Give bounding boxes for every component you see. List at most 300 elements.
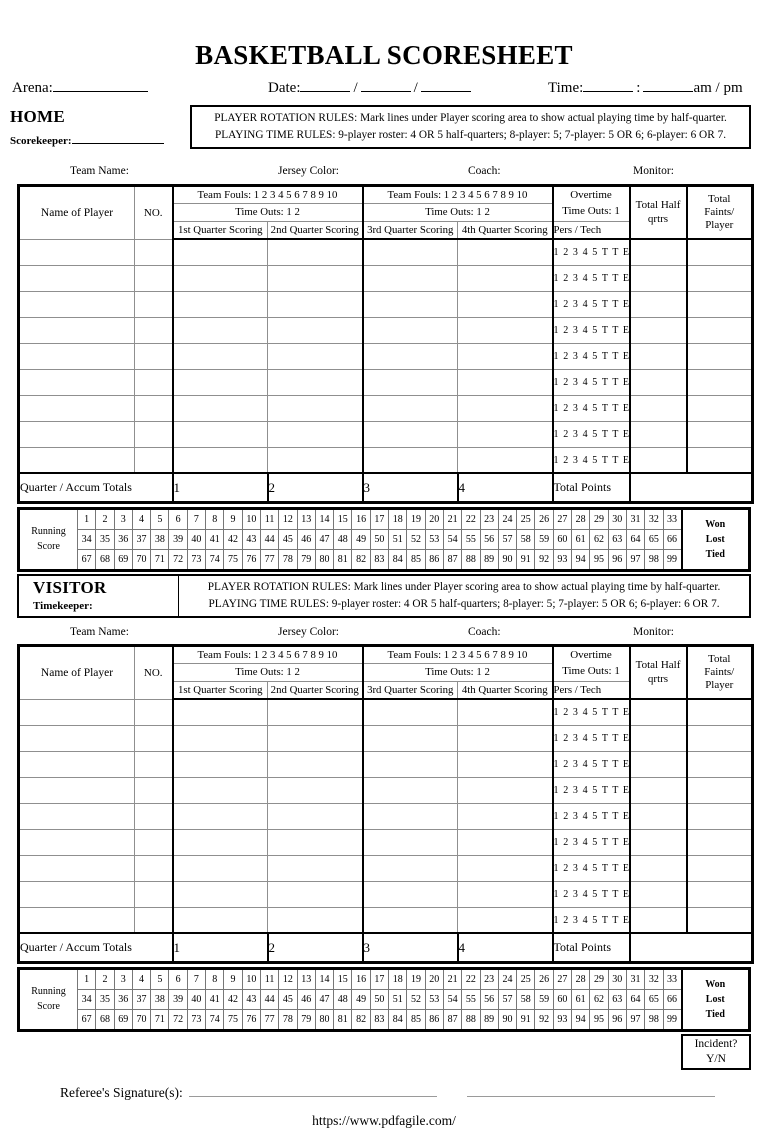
- q1-scoring-cell[interactable]: [173, 751, 268, 777]
- running-score-cell[interactable]: 23: [480, 508, 498, 529]
- q3-scoring-cell[interactable]: [363, 751, 458, 777]
- incident-yn-label[interactable]: Y/N: [706, 1052, 726, 1065]
- running-score-cell[interactable]: 32: [645, 508, 663, 529]
- total-faints-cell[interactable]: [687, 239, 753, 265]
- running-score-cell[interactable]: 74: [206, 549, 224, 570]
- player-no-cell[interactable]: [135, 725, 173, 751]
- q4-scoring-cell[interactable]: [458, 447, 553, 473]
- lost-label[interactable]: Lost: [705, 533, 725, 545]
- team-name-label[interactable]: Team Name:: [70, 164, 129, 177]
- q2-scoring-cell[interactable]: [268, 239, 363, 265]
- player-name-cell[interactable]: [19, 265, 135, 291]
- running-score-cell[interactable]: 64: [626, 989, 644, 1009]
- running-score-cell[interactable]: 14: [315, 508, 333, 529]
- running-score-cell[interactable]: 6: [169, 508, 187, 529]
- total-faints-cell[interactable]: [687, 907, 753, 933]
- total-half-cell[interactable]: [630, 803, 687, 829]
- q2-scoring-cell[interactable]: [268, 395, 363, 421]
- q1-scoring-cell[interactable]: [173, 855, 268, 881]
- running-score-cell[interactable]: 97: [626, 549, 644, 570]
- running-score-cell[interactable]: 53: [425, 989, 443, 1009]
- timeouts-header-1h[interactable]: Time Outs: 1 2: [173, 203, 363, 221]
- running-score-cell[interactable]: 41: [206, 989, 224, 1009]
- running-score-cell[interactable]: 94: [572, 1009, 590, 1030]
- monitor-label[interactable]: Monitor:: [633, 625, 674, 638]
- running-score-cell[interactable]: 26: [535, 508, 553, 529]
- q3-scoring-cell[interactable]: [363, 421, 458, 447]
- running-score-cell[interactable]: 51: [389, 989, 407, 1009]
- q4-scoring-cell[interactable]: [458, 369, 553, 395]
- tied-label[interactable]: Tied: [705, 548, 725, 560]
- pers-tech-cell[interactable]: 1 2 3 4 5 T T E: [553, 291, 630, 317]
- running-score-cell[interactable]: 8: [206, 968, 224, 989]
- running-score-cell[interactable]: 55: [462, 989, 480, 1009]
- running-score-cell[interactable]: 45: [279, 989, 297, 1009]
- q4-scoring-cell[interactable]: [458, 777, 553, 803]
- running-score-cell[interactable]: 19: [407, 508, 425, 529]
- running-score-cell[interactable]: 48: [334, 529, 352, 549]
- running-score-cell[interactable]: 29: [590, 968, 608, 989]
- total-half-cell[interactable]: [630, 725, 687, 751]
- total-half-cell[interactable]: [630, 699, 687, 725]
- running-score-cell[interactable]: 37: [132, 989, 150, 1009]
- q4-scoring-cell[interactable]: [458, 881, 553, 907]
- pers-tech-cell[interactable]: 1 2 3 4 5 T T E: [553, 239, 630, 265]
- running-score-cell[interactable]: 18: [389, 508, 407, 529]
- running-score-cell[interactable]: 78: [279, 549, 297, 570]
- total-faints-cell[interactable]: [687, 777, 753, 803]
- q1-scoring-cell[interactable]: [173, 725, 268, 751]
- running-score-cell[interactable]: 27: [553, 508, 571, 529]
- referee-signature-blank-1[interactable]: [189, 1082, 437, 1097]
- q1-scoring-cell[interactable]: [173, 239, 268, 265]
- q1-scoring-cell[interactable]: [173, 829, 268, 855]
- running-score-cell[interactable]: 82: [352, 549, 370, 570]
- coach-label[interactable]: Coach:: [468, 625, 501, 638]
- q1-scoring-cell[interactable]: [173, 777, 268, 803]
- running-score-cell[interactable]: 77: [260, 1009, 278, 1030]
- running-score-cell[interactable]: 90: [498, 549, 516, 570]
- player-no-cell[interactable]: [135, 751, 173, 777]
- total-half-cell[interactable]: [630, 777, 687, 803]
- referee-signature-blank-2[interactable]: [467, 1082, 715, 1097]
- timeouts-header-2h[interactable]: Time Outs: 1 2: [363, 203, 553, 221]
- player-no-cell[interactable]: [135, 317, 173, 343]
- pers-tech-cell[interactable]: 1 2 3 4 5 T T E: [553, 777, 630, 803]
- q1-scoring-cell[interactable]: [173, 907, 268, 933]
- running-score-cell[interactable]: 60: [553, 989, 571, 1009]
- q4-scoring-cell[interactable]: [458, 395, 553, 421]
- running-score-cell[interactable]: 34: [78, 989, 96, 1009]
- running-score-cell[interactable]: 69: [114, 549, 132, 570]
- running-score-cell[interactable]: 83: [370, 549, 388, 570]
- q2-scoring-cell[interactable]: [268, 699, 363, 725]
- q2-total-cell[interactable]: 2: [268, 473, 363, 502]
- q3-scoring-cell[interactable]: [363, 725, 458, 751]
- coach-label[interactable]: Coach:: [468, 164, 501, 177]
- running-score-cell[interactable]: 84: [389, 1009, 407, 1030]
- running-score-cell[interactable]: 43: [242, 529, 260, 549]
- q3-total-cell[interactable]: 3: [363, 473, 458, 502]
- pers-tech-cell[interactable]: 1 2 3 4 5 T T E: [553, 343, 630, 369]
- running-score-cell[interactable]: 91: [517, 1009, 535, 1030]
- jersey-color-label[interactable]: Jersey Color:: [278, 625, 340, 638]
- running-score-cell[interactable]: 72: [169, 549, 187, 570]
- won-label[interactable]: Won: [705, 518, 726, 530]
- player-no-cell[interactable]: [135, 421, 173, 447]
- running-score-cell[interactable]: 73: [187, 549, 205, 570]
- q2-scoring-cell[interactable]: [268, 881, 363, 907]
- player-no-cell[interactable]: [135, 239, 173, 265]
- running-score-cell[interactable]: 87: [443, 549, 461, 570]
- running-score-cell[interactable]: 95: [590, 1009, 608, 1030]
- running-score-cell[interactable]: 23: [480, 968, 498, 989]
- time-blank-hour[interactable]: [583, 77, 633, 92]
- team-fouls-header-2h[interactable]: Team Fouls: 1 2 3 4 5 6 7 8 9 10: [363, 185, 553, 203]
- running-score-cell[interactable]: 80: [315, 549, 333, 570]
- running-score-cell[interactable]: 65: [645, 529, 663, 549]
- running-score-cell[interactable]: 42: [224, 529, 242, 549]
- q3-scoring-cell[interactable]: [363, 343, 458, 369]
- total-half-cell[interactable]: [630, 421, 687, 447]
- running-score-cell[interactable]: 70: [132, 1009, 150, 1030]
- running-score-cell[interactable]: 77: [260, 549, 278, 570]
- player-name-cell[interactable]: [19, 777, 135, 803]
- running-score-cell[interactable]: 80: [315, 1009, 333, 1030]
- total-half-cell[interactable]: [630, 855, 687, 881]
- total-faints-cell[interactable]: [687, 447, 753, 473]
- running-score-cell[interactable]: 15: [334, 968, 352, 989]
- running-score-cell[interactable]: 13: [297, 968, 315, 989]
- running-score-cell[interactable]: 55: [462, 529, 480, 549]
- q1-scoring-cell[interactable]: [173, 881, 268, 907]
- total-faints-cell[interactable]: [687, 265, 753, 291]
- running-score-cell[interactable]: 86: [425, 549, 443, 570]
- q1-scoring-cell[interactable]: [173, 421, 268, 447]
- arena-blank[interactable]: [53, 77, 148, 92]
- total-faints-cell[interactable]: [687, 829, 753, 855]
- q4-scoring-cell[interactable]: [458, 343, 553, 369]
- q2-scoring-cell[interactable]: [268, 265, 363, 291]
- player-name-cell[interactable]: [19, 725, 135, 751]
- player-name-cell[interactable]: [19, 907, 135, 933]
- running-score-cell[interactable]: 57: [498, 529, 516, 549]
- running-score-cell[interactable]: 31: [626, 508, 644, 529]
- running-score-cell[interactable]: 72: [169, 1009, 187, 1030]
- running-score-cell[interactable]: 53: [425, 529, 443, 549]
- q3-scoring-cell[interactable]: [363, 777, 458, 803]
- running-score-cell[interactable]: 21: [443, 968, 461, 989]
- player-name-cell[interactable]: [19, 343, 135, 369]
- player-name-cell[interactable]: [19, 855, 135, 881]
- q2-scoring-cell[interactable]: [268, 777, 363, 803]
- q3-scoring-cell[interactable]: [363, 265, 458, 291]
- q3-scoring-cell[interactable]: [363, 829, 458, 855]
- running-score-cell[interactable]: 24: [498, 508, 516, 529]
- running-score-cell[interactable]: 49: [352, 989, 370, 1009]
- total-half-cell[interactable]: [630, 829, 687, 855]
- running-score-cell[interactable]: 2: [96, 508, 114, 529]
- total-faints-cell[interactable]: [687, 343, 753, 369]
- q3-scoring-cell[interactable]: [363, 699, 458, 725]
- running-score-cell[interactable]: 82: [352, 1009, 370, 1030]
- pers-tech-cell[interactable]: 1 2 3 4 5 T T E: [553, 751, 630, 777]
- running-score-cell[interactable]: 44: [260, 989, 278, 1009]
- q2-scoring-cell[interactable]: [268, 907, 363, 933]
- q1-scoring-cell[interactable]: [173, 699, 268, 725]
- running-score-cell[interactable]: 33: [663, 968, 682, 989]
- player-name-cell[interactable]: [19, 699, 135, 725]
- running-score-cell[interactable]: 49: [352, 529, 370, 549]
- running-score-cell[interactable]: 92: [535, 549, 553, 570]
- running-score-cell[interactable]: 9: [224, 968, 242, 989]
- running-score-cell[interactable]: 5: [151, 968, 169, 989]
- running-score-cell[interactable]: 62: [590, 529, 608, 549]
- running-score-cell[interactable]: 36: [114, 989, 132, 1009]
- running-score-cell[interactable]: 3: [114, 968, 132, 989]
- running-score-cell[interactable]: 39: [169, 529, 187, 549]
- running-score-cell[interactable]: 10: [242, 508, 260, 529]
- running-score-cell[interactable]: 81: [334, 1009, 352, 1030]
- player-no-cell[interactable]: [135, 829, 173, 855]
- date-blank-3[interactable]: [421, 77, 471, 92]
- running-score-cell[interactable]: 89: [480, 1009, 498, 1030]
- total-half-cell[interactable]: [630, 907, 687, 933]
- q2-scoring-cell[interactable]: [268, 803, 363, 829]
- q2-scoring-cell[interactable]: [268, 855, 363, 881]
- player-no-cell[interactable]: [135, 343, 173, 369]
- running-score-cell[interactable]: 31: [626, 968, 644, 989]
- q4-scoring-cell[interactable]: [458, 829, 553, 855]
- running-score-cell[interactable]: 45: [279, 529, 297, 549]
- running-score-cell[interactable]: 79: [297, 549, 315, 570]
- player-no-cell[interactable]: [135, 699, 173, 725]
- pers-tech-cell[interactable]: 1 2 3 4 5 T T E: [553, 421, 630, 447]
- running-score-cell[interactable]: 85: [407, 549, 425, 570]
- running-score-cell[interactable]: 33: [663, 508, 682, 529]
- total-faints-cell[interactable]: [687, 291, 753, 317]
- q1-total-cell[interactable]: 1: [173, 473, 268, 502]
- running-score-cell[interactable]: 3: [114, 508, 132, 529]
- timeouts-header-2h[interactable]: Time Outs: 1 2: [363, 663, 553, 681]
- time-blank-minute[interactable]: [643, 77, 693, 92]
- q3-scoring-cell[interactable]: [363, 881, 458, 907]
- player-no-cell[interactable]: [135, 907, 173, 933]
- q2-scoring-cell[interactable]: [268, 725, 363, 751]
- running-score-cell[interactable]: 73: [187, 1009, 205, 1030]
- running-score-cell[interactable]: 91: [517, 549, 535, 570]
- running-score-cell[interactable]: 65: [645, 989, 663, 1009]
- running-score-cell[interactable]: 10: [242, 968, 260, 989]
- running-score-cell[interactable]: 50: [370, 529, 388, 549]
- running-score-cell[interactable]: 61: [572, 529, 590, 549]
- total-half-cell[interactable]: [630, 317, 687, 343]
- pers-tech-cell[interactable]: 1 2 3 4 5 T T E: [553, 369, 630, 395]
- q4-scoring-cell[interactable]: [458, 317, 553, 343]
- total-half-cell[interactable]: [630, 395, 687, 421]
- running-score-cell[interactable]: 25: [517, 508, 535, 529]
- running-score-cell[interactable]: 17: [370, 968, 388, 989]
- running-score-cell[interactable]: 61: [572, 989, 590, 1009]
- total-half-cell[interactable]: [630, 447, 687, 473]
- total-half-cell[interactable]: [630, 343, 687, 369]
- q1-scoring-cell[interactable]: [173, 803, 268, 829]
- q4-scoring-cell[interactable]: [458, 751, 553, 777]
- running-score-cell[interactable]: 44: [260, 529, 278, 549]
- pers-tech-cell[interactable]: 1 2 3 4 5 T T E: [553, 829, 630, 855]
- player-no-cell[interactable]: [135, 881, 173, 907]
- pers-tech-cell[interactable]: 1 2 3 4 5 T T E: [553, 803, 630, 829]
- running-score-cell[interactable]: 86: [425, 1009, 443, 1030]
- player-no-cell[interactable]: [135, 265, 173, 291]
- running-score-cell[interactable]: 16: [352, 508, 370, 529]
- running-score-cell[interactable]: 71: [151, 549, 169, 570]
- running-score-cell[interactable]: 21: [443, 508, 461, 529]
- player-name-cell[interactable]: [19, 239, 135, 265]
- running-score-cell[interactable]: 48: [334, 989, 352, 1009]
- running-score-cell[interactable]: 99: [663, 1009, 682, 1030]
- running-score-cell[interactable]: 38: [151, 529, 169, 549]
- running-score-cell[interactable]: 59: [535, 989, 553, 1009]
- total-faints-cell[interactable]: [687, 881, 753, 907]
- q1-scoring-cell[interactable]: [173, 395, 268, 421]
- running-score-cell[interactable]: 11: [260, 968, 278, 989]
- running-score-cell[interactable]: 32: [645, 968, 663, 989]
- total-faints-cell[interactable]: [687, 317, 753, 343]
- q1-scoring-cell[interactable]: [173, 369, 268, 395]
- player-name-cell[interactable]: [19, 317, 135, 343]
- player-no-cell[interactable]: [135, 369, 173, 395]
- running-score-cell[interactable]: 47: [315, 989, 333, 1009]
- running-score-cell[interactable]: 4: [132, 968, 150, 989]
- running-score-cell[interactable]: 46: [297, 989, 315, 1009]
- running-score-cell[interactable]: 63: [608, 989, 626, 1009]
- running-score-cell[interactable]: 6: [169, 968, 187, 989]
- running-score-cell[interactable]: 14: [315, 968, 333, 989]
- pers-tech-cell[interactable]: 1 2 3 4 5 T T E: [553, 907, 630, 933]
- running-score-cell[interactable]: 66: [663, 529, 682, 549]
- q2-scoring-cell[interactable]: [268, 291, 363, 317]
- running-score-cell[interactable]: 54: [443, 989, 461, 1009]
- running-score-cell[interactable]: 7: [187, 968, 205, 989]
- q2-scoring-cell[interactable]: [268, 447, 363, 473]
- player-no-cell[interactable]: [135, 777, 173, 803]
- running-score-cell[interactable]: 38: [151, 989, 169, 1009]
- running-score-cell[interactable]: 95: [590, 549, 608, 570]
- running-score-cell[interactable]: 71: [151, 1009, 169, 1030]
- q3-scoring-cell[interactable]: [363, 855, 458, 881]
- running-score-cell[interactable]: 64: [626, 529, 644, 549]
- date-blank-2[interactable]: [361, 77, 411, 92]
- timeouts-header-1h[interactable]: Time Outs: 1 2: [173, 663, 363, 681]
- q1-scoring-cell[interactable]: [173, 447, 268, 473]
- won-label[interactable]: Won: [705, 978, 726, 990]
- q4-total-cell[interactable]: 4: [458, 933, 553, 962]
- q4-scoring-cell[interactable]: [458, 855, 553, 881]
- running-score-cell[interactable]: 52: [407, 989, 425, 1009]
- pers-tech-cell[interactable]: 1 2 3 4 5 T T E: [553, 855, 630, 881]
- q2-scoring-cell[interactable]: [268, 317, 363, 343]
- running-score-cell[interactable]: 26: [535, 968, 553, 989]
- tied-label[interactable]: Tied: [705, 1008, 725, 1020]
- overtime-timeouts-label[interactable]: Time Outs: 1: [562, 204, 620, 217]
- running-score-cell[interactable]: 69: [114, 1009, 132, 1030]
- running-score-cell[interactable]: 93: [553, 549, 571, 570]
- running-score-cell[interactable]: 88: [462, 549, 480, 570]
- running-score-cell[interactable]: 96: [608, 1009, 626, 1030]
- running-score-cell[interactable]: 70: [132, 549, 150, 570]
- running-score-cell[interactable]: 40: [187, 529, 205, 549]
- total-points-value-cell[interactable]: [630, 933, 753, 962]
- player-no-cell[interactable]: [135, 447, 173, 473]
- running-score-cell[interactable]: 43: [242, 989, 260, 1009]
- q2-scoring-cell[interactable]: [268, 343, 363, 369]
- total-half-cell[interactable]: [630, 751, 687, 777]
- running-score-cell[interactable]: 17: [370, 508, 388, 529]
- running-score-cell[interactable]: 51: [389, 529, 407, 549]
- pers-tech-cell[interactable]: 1 2 3 4 5 T T E: [553, 881, 630, 907]
- q4-scoring-cell[interactable]: [458, 265, 553, 291]
- jersey-color-label[interactable]: Jersey Color:: [278, 164, 340, 177]
- running-score-cell[interactable]: 46: [297, 529, 315, 549]
- total-faints-cell[interactable]: [687, 725, 753, 751]
- running-score-cell[interactable]: 13: [297, 508, 315, 529]
- running-score-cell[interactable]: 75: [224, 1009, 242, 1030]
- total-half-cell[interactable]: [630, 291, 687, 317]
- running-score-cell[interactable]: 35: [96, 529, 114, 549]
- running-score-cell[interactable]: 63: [608, 529, 626, 549]
- q4-scoring-cell[interactable]: [458, 725, 553, 751]
- pers-tech-cell[interactable]: 1 2 3 4 5 T T E: [553, 447, 630, 473]
- running-score-cell[interactable]: 84: [389, 549, 407, 570]
- player-name-cell[interactable]: [19, 881, 135, 907]
- running-score-cell[interactable]: 2: [96, 968, 114, 989]
- q3-scoring-cell[interactable]: [363, 317, 458, 343]
- q3-scoring-cell[interactable]: [363, 239, 458, 265]
- running-score-cell[interactable]: 15: [334, 508, 352, 529]
- running-score-cell[interactable]: 85: [407, 1009, 425, 1030]
- player-name-cell[interactable]: [19, 291, 135, 317]
- q2-total-cell[interactable]: 2: [268, 933, 363, 962]
- running-score-cell[interactable]: 19: [407, 968, 425, 989]
- running-score-cell[interactable]: 90: [498, 1009, 516, 1030]
- running-score-cell[interactable]: 98: [645, 549, 663, 570]
- q4-scoring-cell[interactable]: [458, 803, 553, 829]
- team-fouls-header-1h[interactable]: Team Fouls: 1 2 3 4 5 6 7 8 9 10: [173, 645, 363, 663]
- player-no-cell[interactable]: [135, 291, 173, 317]
- running-score-cell[interactable]: 66: [663, 989, 682, 1009]
- overtime-timeouts-label[interactable]: Time Outs: 1: [562, 664, 620, 677]
- running-score-cell[interactable]: 41: [206, 529, 224, 549]
- team-fouls-header-2h[interactable]: Team Fouls: 1 2 3 4 5 6 7 8 9 10: [363, 645, 553, 663]
- running-score-cell[interactable]: 20: [425, 968, 443, 989]
- q1-scoring-cell[interactable]: [173, 343, 268, 369]
- running-score-cell[interactable]: 87: [443, 1009, 461, 1030]
- q1-total-cell[interactable]: 1: [173, 933, 268, 962]
- q2-scoring-cell[interactable]: [268, 751, 363, 777]
- player-name-cell[interactable]: [19, 803, 135, 829]
- running-score-cell[interactable]: 27: [553, 968, 571, 989]
- total-half-cell[interactable]: [630, 239, 687, 265]
- team-name-label[interactable]: Team Name:: [70, 625, 129, 638]
- q1-scoring-cell[interactable]: [173, 265, 268, 291]
- q2-scoring-cell[interactable]: [268, 369, 363, 395]
- total-faints-cell[interactable]: [687, 803, 753, 829]
- running-score-cell[interactable]: 50: [370, 989, 388, 1009]
- running-score-cell[interactable]: 36: [114, 529, 132, 549]
- total-faints-cell[interactable]: [687, 369, 753, 395]
- total-half-cell[interactable]: [630, 369, 687, 395]
